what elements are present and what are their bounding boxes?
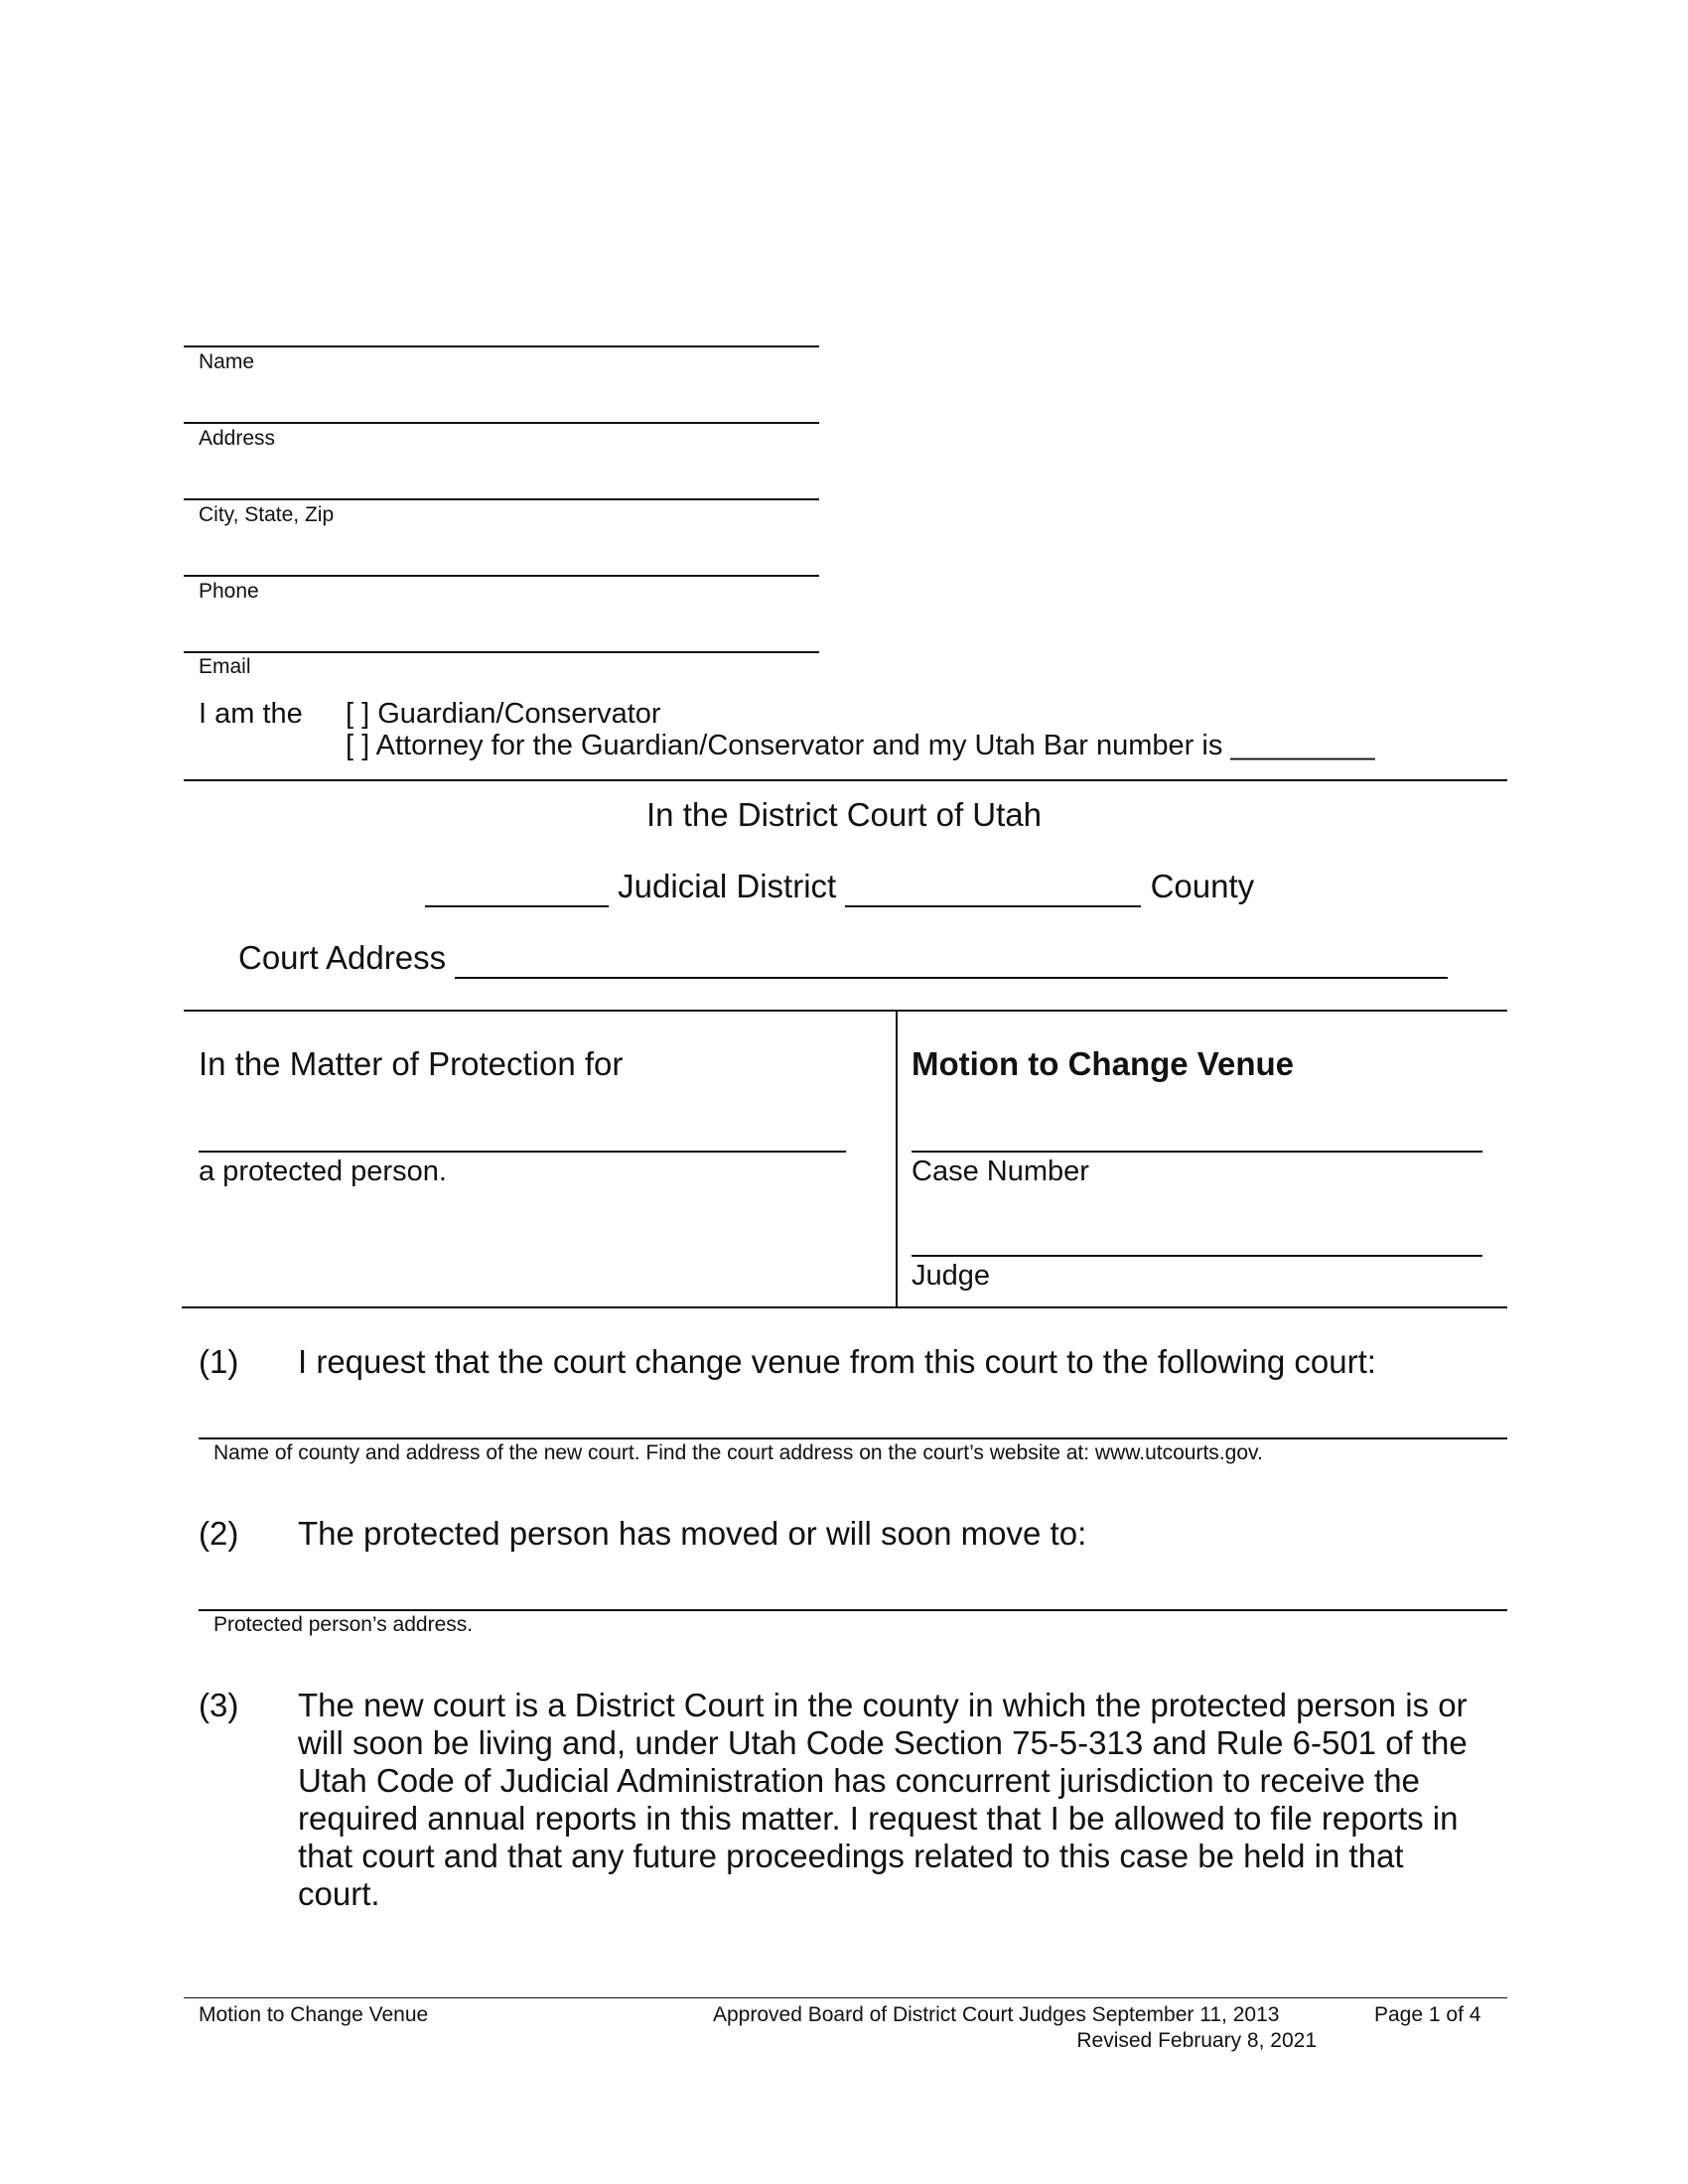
guardian-checkbox[interactable]: [ ] <box>346 698 370 730</box>
motion-title: Motion to Change Venue <box>912 1045 1294 1082</box>
judicial-district-label: Judicial District <box>618 868 837 904</box>
court-heading: In the District Court of Utah <box>646 796 1042 833</box>
county-label: County <box>1150 868 1255 904</box>
caption-top-rule <box>184 1010 1507 1012</box>
item-3-line: The new court is a District Court in the county in which the protected person is or <box>298 1687 1468 1723</box>
court-address-blank[interactable] <box>455 939 1448 979</box>
case-number-label: Case Number <box>912 1156 1089 1187</box>
matter-label: In the Matter of Protection for <box>199 1045 624 1082</box>
footer-approved: Approved Board of District Court Judges September 11, 2013 <box>713 2003 1280 2026</box>
attorney-option-label: Attorney for the Guardian/Conservator and my Utah Bar number is _________ <box>375 730 1375 761</box>
item-3-number: (3) <box>199 1687 239 1723</box>
item-2-number: (2) <box>199 1515 239 1552</box>
court-section-top-rule <box>184 779 1507 781</box>
guardian-option-label: Guardian/Conservator <box>377 698 661 730</box>
court-address-label: Court Address <box>238 939 447 976</box>
role-intro: I am the <box>199 698 303 730</box>
judicial-district-blank[interactable] <box>425 868 609 907</box>
name-label: Name <box>199 350 255 373</box>
city-state-zip-field-line[interactable] <box>184 498 819 500</box>
attorney-checkbox[interactable]: [ ] <box>346 730 370 761</box>
item-3-line: Utah Code of Judicial Administration has concurrent jurisdiction to receive the <box>298 1762 1420 1799</box>
email-field-line[interactable] <box>184 651 819 653</box>
address-label: Address <box>199 427 276 450</box>
caption-bottom-rule <box>182 1306 1507 1308</box>
phone-field-line[interactable] <box>184 575 819 577</box>
address-field-line[interactable] <box>184 422 819 424</box>
role-option-guardian <box>346 698 661 731</box>
protected-person-label: a protected person. <box>199 1156 447 1187</box>
judge-label: Judge <box>912 1260 991 1292</box>
name-field-line[interactable] <box>184 345 819 347</box>
footer-rule <box>184 1997 1507 1998</box>
protected-person-address-line[interactable] <box>199 1609 1507 1611</box>
footer-revised: Revised February 8, 2021 <box>1076 2029 1317 2052</box>
item-3-line: court. <box>298 1875 380 1912</box>
item-2-text: The protected person has moved or will soon move to: <box>298 1515 1087 1552</box>
item-3-paragraph <box>298 1687 1509 1913</box>
case-number-line[interactable] <box>912 1151 1482 1153</box>
email-label: Email <box>199 655 251 678</box>
item-1-number: (1) <box>199 1343 239 1380</box>
item-1-text: I request that the court change venue from this court to the following court: <box>298 1343 1376 1380</box>
protected-person-address-label: Protected person’s address. <box>213 1613 474 1636</box>
district-county-line <box>425 868 1254 907</box>
item-3-line: required annual reports in this matter. I request that I be allowed to file reports in <box>298 1800 1459 1837</box>
role-option-attorney <box>346 730 1375 762</box>
footer-page-number: Page 1 of 4 <box>1374 2003 1481 2026</box>
city-state-zip-label: City, State, Zip <box>199 503 335 526</box>
new-court-field-label: Name of county and address of the new court. Find the court address on the court’s website at: www.utcourts.gov. <box>213 1441 1263 1464</box>
phone-label: Phone <box>199 580 259 603</box>
county-blank[interactable] <box>845 868 1141 907</box>
footer-form-title: Motion to Change Venue <box>199 2003 429 2026</box>
protected-person-name-line[interactable] <box>199 1151 846 1153</box>
item-3-line: will soon be living and, under Utah Code Section 75-5-313 and Rule 6-501 of the <box>298 1724 1468 1761</box>
court-address-line <box>238 939 1448 979</box>
caption-divider <box>896 1010 898 1307</box>
judge-line[interactable] <box>912 1255 1482 1257</box>
new-court-field-line[interactable] <box>199 1437 1507 1439</box>
item-3-line: that court and that any future proceedings related to this case be held in that <box>298 1838 1404 1874</box>
